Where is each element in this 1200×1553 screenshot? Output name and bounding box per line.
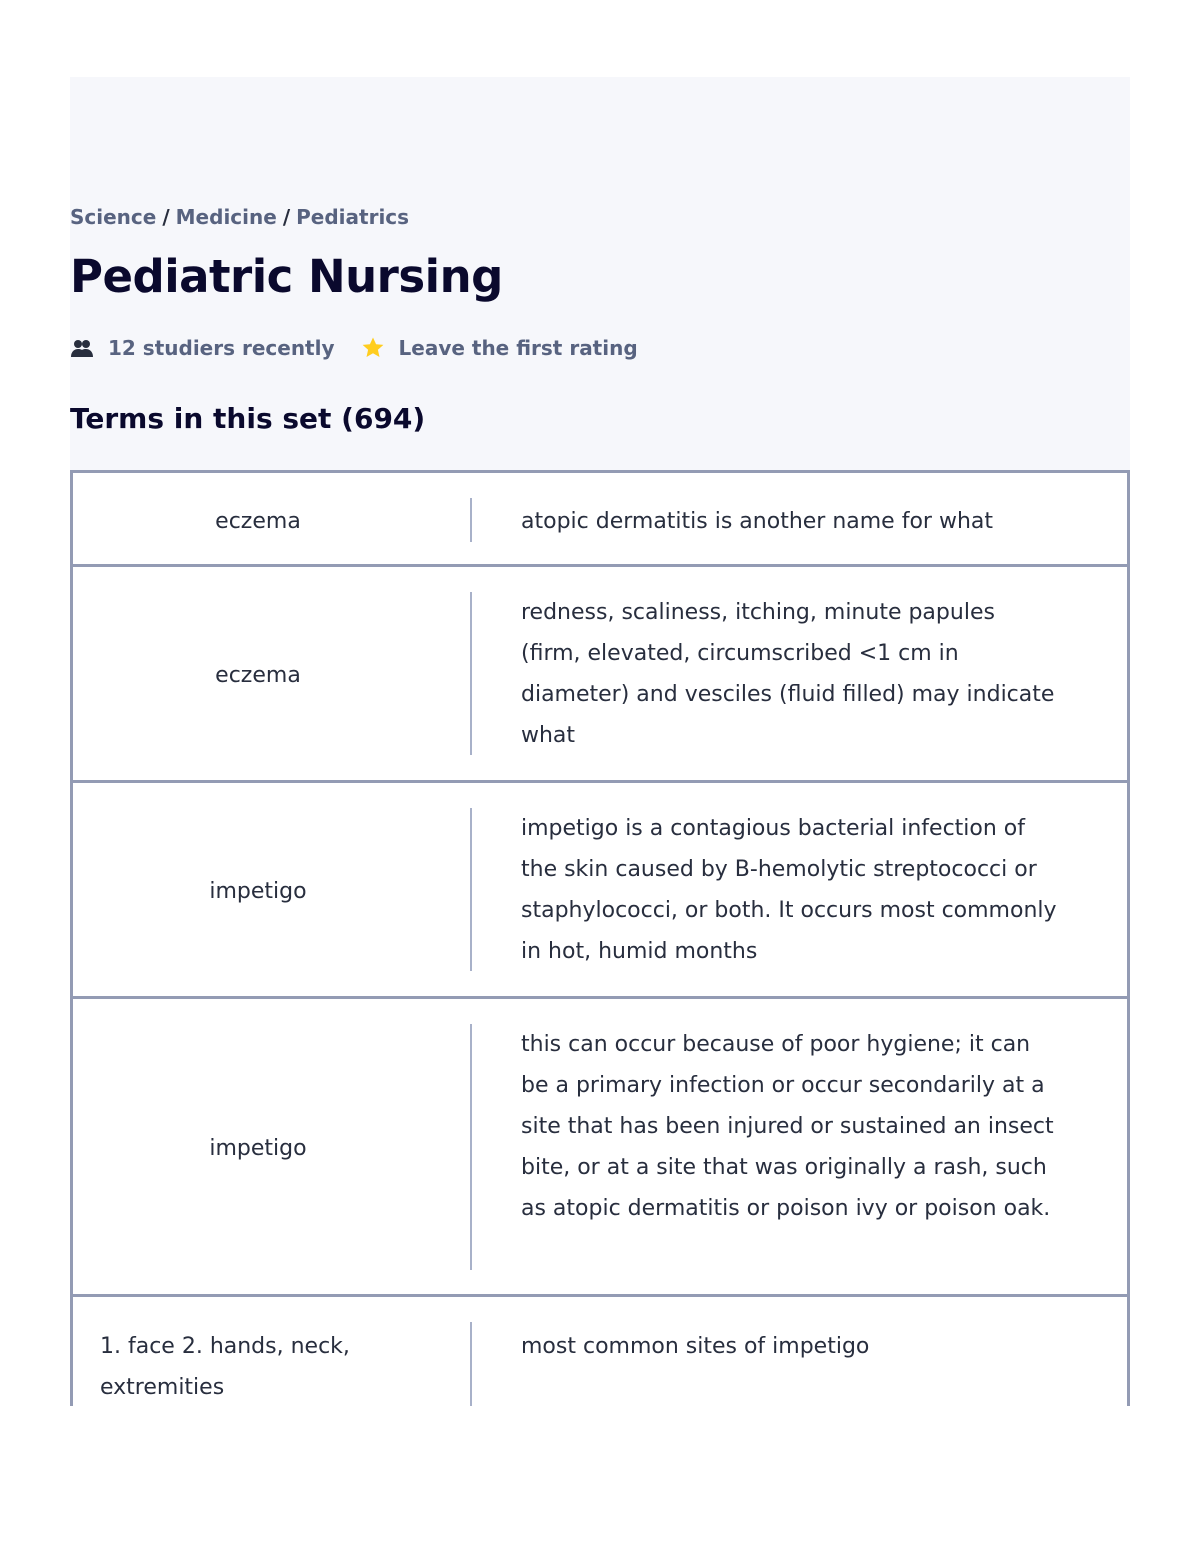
term-text: eczema <box>215 663 301 688</box>
definition-text: impetigo is a contagious bacterial infection of the skin caused by B-hemolytic streptococci or staphylococci, or both. It occurs most commonly in hot, humid months <box>521 816 1057 964</box>
term-row <box>70 1294 1130 1406</box>
studiers-count: 12 studiers recently <box>108 336 335 360</box>
row-divider <box>470 1024 472 1270</box>
set-meta-row <box>70 336 638 360</box>
leave-rating-link[interactable]: Leave the first rating <box>398 336 638 360</box>
breadcrumb <box>70 205 409 229</box>
star-icon <box>361 336 385 360</box>
term-text: eczema <box>215 509 301 534</box>
term-text: impetigo <box>209 1136 307 1161</box>
row-divider <box>470 1322 472 1406</box>
breadcrumb-science[interactable]: Science <box>70 205 157 229</box>
users-icon <box>70 336 94 360</box>
row-divider <box>470 498 472 542</box>
terms-table <box>70 470 1130 1406</box>
definition-text: most common sites of impetigo <box>521 1334 870 1359</box>
breadcrumb-medicine[interactable]: Medicine <box>175 205 277 229</box>
term-row <box>70 564 1130 783</box>
definition-text: redness, scaliness, itching, minute papules (firm, elevated, circumscribed <1 cm in diameter) and vesciles (fluid filled) may indicate what <box>521 600 1055 748</box>
page-title: Pediatric Nursing <box>70 250 503 303</box>
breadcrumb-pediatrics[interactable]: Pediatrics <box>296 205 410 229</box>
term-text: impetigo <box>209 879 307 904</box>
terms-heading: Terms in this set (694) <box>70 402 426 435</box>
term-text: 1. face 2. hands, neck, extremities <box>100 1334 350 1400</box>
term-row <box>70 996 1130 1297</box>
definition-text: atopic dermatitis is another name for what <box>521 509 994 534</box>
term-row <box>70 780 1130 999</box>
row-divider <box>470 592 472 755</box>
term-row <box>70 470 1130 567</box>
breadcrumb-separator: / <box>282 205 291 229</box>
breadcrumb-separator: / <box>162 205 170 229</box>
row-divider <box>470 808 472 971</box>
definition-text: this can occur because of poor hygiene; it can be a primary infection or occur secondarily at a site that has been injured or sustained an insect bite, or at a site that was originally a rash, such as atopic dermatitis or poison ivy or poison oak. <box>521 1032 1054 1221</box>
